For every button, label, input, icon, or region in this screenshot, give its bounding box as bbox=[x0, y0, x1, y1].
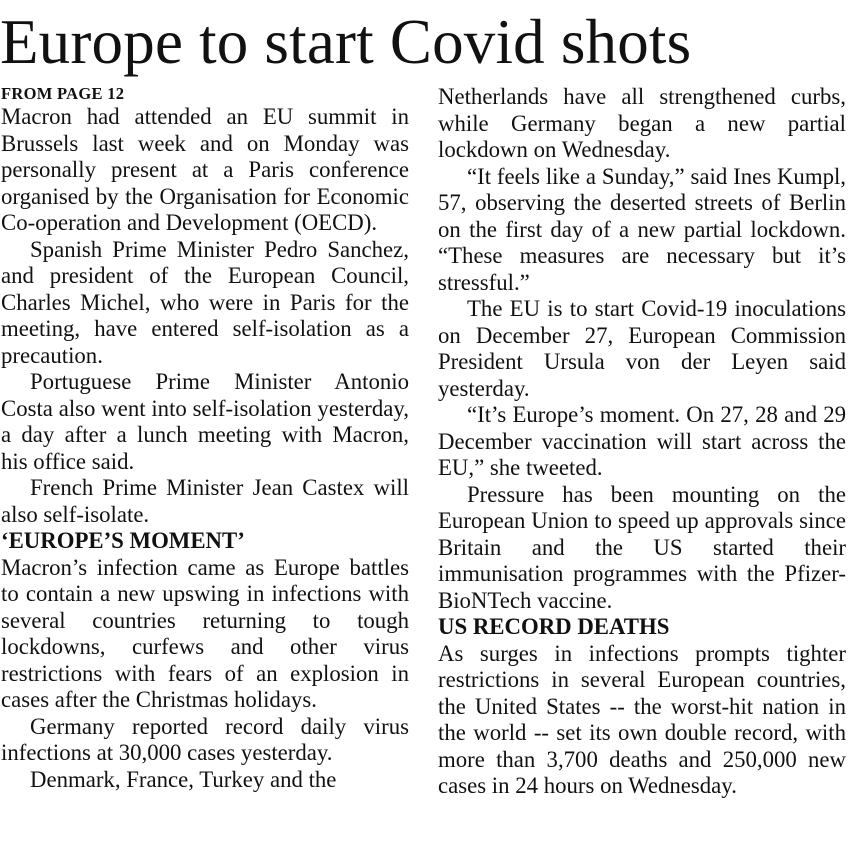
body-paragraph: Denmark, France, Turkey and the bbox=[30, 766, 337, 792]
body-paragraph: Macron had attended an EU summit in Brussels last week and on Monday was personally present at a Paris conference organised by the Organisation for Economic Co-operation and Development (OECD). bbox=[1, 104, 409, 235]
left-column bbox=[1, 84, 409, 793]
body-paragraph: Spanish Prime Minister Pedro Sanchez, and president of the European Council, Charles Michel, who were in Paris for the meeting, have entered self-isolation as a precaution. bbox=[1, 236, 409, 368]
right-column bbox=[438, 84, 846, 800]
body-paragraph: “It feels like a Sunday,” said Ines Kumpl, 57, observing the deserted streets of Berlin on the first day of a new partial lockdown. “These measures are necessary but it’s stressful.” bbox=[438, 163, 846, 295]
body-paragraph: Pressure has been mounting on the European Union to speed up approvals since Britain and the US started their immunisation programmes with the Pfizer-BioNTech vaccine. bbox=[438, 481, 846, 613]
section-subhead: US RECORD DEATHS bbox=[438, 614, 670, 639]
section-subhead: ‘EUROPE’S MOMENT’ bbox=[1, 528, 245, 553]
headline: Europe to start Covid shots bbox=[0, 7, 692, 77]
body-paragraph: As surges in infections prompts tighter restrictions in several European countries, the United States -- the worst-hit nation in the world -- set its own double record, with more than 3,700 deaths and 250,000 new cases in 24 hours on Wednesday. bbox=[438, 640, 846, 798]
body-paragraph: Germany reported record daily virus infections at 30,000 cases yesterday. bbox=[1, 713, 409, 765]
body-paragraph: Netherlands have all strengthened curbs, while Germany began a new partial lockdown on Wednesday. bbox=[438, 84, 846, 162]
page-reference-kicker: FROM PAGE 12 bbox=[1, 84, 125, 103]
body-paragraph: “It’s Europe’s moment. On 27, 28 and 29 December vaccination will start across the EU,” she tweeted. bbox=[438, 402, 846, 480]
body-paragraph: Portuguese Prime Minister Antonio Costa also went into self-isolation yesterday, a day after a lunch meeting with Macron, his office said. bbox=[1, 369, 409, 474]
body-paragraph: The EU is to start Covid-19 inoculations on December 27, European Commission President Ursula von der Leyen said yesterday. bbox=[438, 296, 846, 401]
body-paragraph: Macron’s infection came as Europe battles to contain a new upswing in infections with several countries returning to tough lockdowns, curfews and other virus restrictions with fears of an explosion in cases after the Christmas holidays. bbox=[1, 554, 409, 712]
body-paragraph: French Prime Minister Jean Castex will also self-isolate. bbox=[1, 475, 409, 527]
